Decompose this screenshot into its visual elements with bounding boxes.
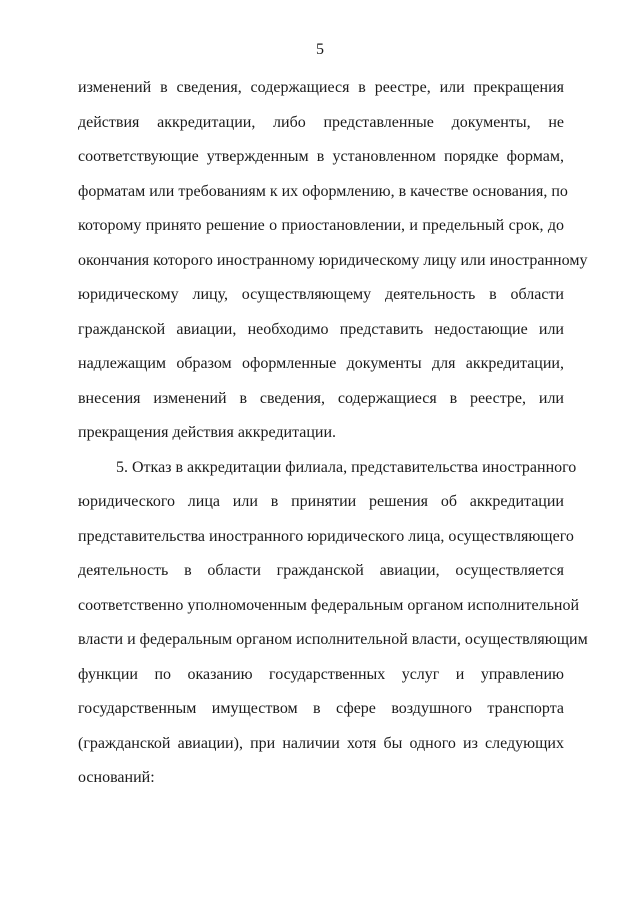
text-line: прекращения действия аккредитации.: [78, 424, 337, 441]
text-line: соответствующие утвержденным в установленном порядке формам,: [78, 148, 564, 165]
page-number: 5: [316, 41, 324, 58]
document-body: [78, 78, 588, 803]
text-line: (гражданской авиации), при наличии хотя бы одного из следующих: [78, 734, 564, 752]
text-line: власти и федеральным органом исполнительной власти, осуществляющим: [78, 631, 588, 648]
text-line: которому принято решение о приостановлении, и предельный срок, до: [78, 217, 564, 234]
text-line: действия аккредитации, либо представленные документы, не: [78, 113, 564, 131]
text-line: деятельность в области гражданской авиации, осуществляется: [78, 562, 564, 579]
text-line: представительства иностранного юридического лица, осуществляющего: [78, 527, 574, 545]
text-line: юридического лица или в принятии решения об аккредитации: [78, 493, 564, 510]
text-line: надлежащим образом оформленные документы для аккредитации,: [78, 355, 564, 372]
text-line: окончания которого иностранному юридическому лицу или иностранному: [78, 251, 588, 269]
text-line: внесения изменений в сведения, содержащиеся в реестре, или: [78, 389, 564, 407]
text-line: оснований:: [78, 769, 155, 786]
text-line: форматам или требованиям к их оформлению, в качестве основания, по: [78, 182, 568, 200]
text-line: государственным имуществом в сфере воздушного транспорта: [78, 700, 564, 717]
text-line: функции по оказанию государственных услуг и управлению: [78, 665, 564, 683]
text-line: гражданской авиации, необходимо представить недостающие или: [78, 320, 564, 338]
text-line: изменений в сведения, содержащиеся в реестре, или прекращения: [78, 79, 564, 96]
paragraph-start-line: 5. Отказ в аккредитации филиала, представительства иностранного: [116, 458, 577, 476]
text-line: юридическому лицу, осуществляющему деятельность в области: [78, 286, 564, 303]
text-line: соответственно уполномоченным федеральным органом исполнительной: [78, 596, 579, 614]
